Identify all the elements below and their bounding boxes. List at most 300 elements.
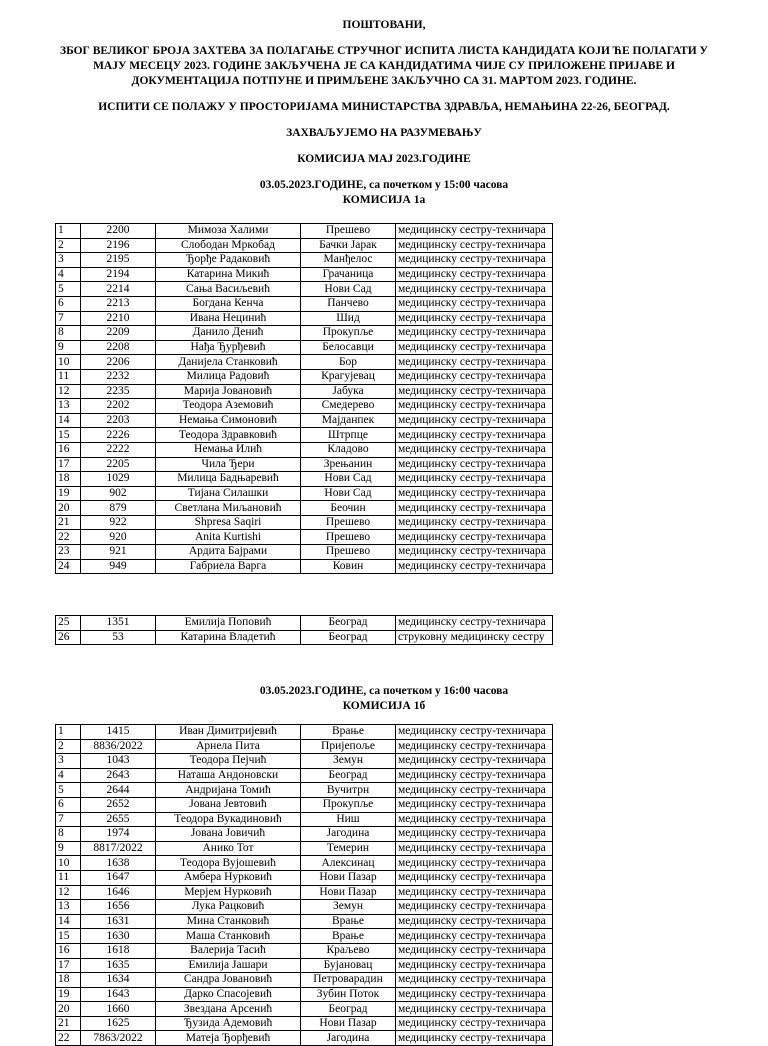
table-row [56, 973, 553, 988]
exam-profession: медицинску сестру-техничара [396, 616, 553, 631]
exam-profession: медицинску сестру-техничара [396, 311, 553, 326]
candidate-city: Јабука [301, 384, 396, 399]
row-number: 14 [56, 413, 81, 428]
table-row [56, 725, 553, 740]
table-row [56, 987, 553, 1002]
table-row [56, 929, 553, 944]
candidate-name: Милица Радовић [156, 369, 301, 384]
candidate-name: Марија Јовановић [156, 384, 301, 399]
application-number: 8817/2022 [81, 841, 156, 856]
row-number: 4 [56, 267, 81, 282]
exam-profession: медицинску сестру-техничара [396, 457, 553, 472]
application-number: 2202 [81, 399, 156, 414]
candidate-city: Нови Пазар [301, 885, 396, 900]
candidate-city: Нови Пазар [301, 1016, 396, 1031]
exam-profession: медицинску сестру-техничара [396, 384, 553, 399]
candidate-city: Ковин [301, 559, 396, 574]
row-number: 15 [56, 428, 81, 443]
exam-profession: медицинску сестру-техничара [396, 768, 553, 783]
exam-profession: медицинску сестру-техничара [396, 725, 553, 740]
thanks-line: ЗАХВАЉУЈЕМО НА РАЗУМЕВАЊУ [286, 127, 482, 139]
application-number: 922 [81, 515, 156, 530]
row-number: 9 [56, 340, 81, 355]
candidate-name: Звездана Арсенић [156, 1002, 301, 1017]
candidate-name: Катарина Микић [156, 267, 301, 282]
row-number: 17 [56, 457, 81, 472]
candidate-city: Прешево [301, 515, 396, 530]
application-number: 2203 [81, 413, 156, 428]
table-row [56, 442, 553, 457]
row-number: 17 [56, 958, 81, 973]
table-row [56, 943, 553, 958]
candidate-city: Прокупље [301, 326, 396, 341]
application-number: 2226 [81, 428, 156, 443]
candidate-name: Теодора Вукадиновић [156, 812, 301, 827]
row-number: 22 [56, 1031, 81, 1046]
table-row [56, 841, 553, 856]
row-number: 10 [56, 355, 81, 370]
candidate-city: Беочин [301, 501, 396, 516]
row-number: 11 [56, 870, 81, 885]
table-row [56, 282, 553, 297]
application-number: 2213 [81, 296, 156, 311]
row-number: 19 [56, 987, 81, 1002]
exam-profession: медицинску сестру-техничара [396, 900, 553, 915]
exam-profession: медицинску сестру-техничара [396, 442, 553, 457]
table-row [56, 326, 553, 341]
exam-profession: медицинску сестру-техничара [396, 958, 553, 973]
table-row [56, 827, 553, 842]
row-number: 5 [56, 282, 81, 297]
candidate-city: Манђелос [301, 253, 396, 268]
candidate-name: Арнела Пита [156, 739, 301, 754]
notice-line-1: ЗБОГ ВЕЛИКОГ БРОЈА ЗАХТЕВА ЗА ПОЛАГАЊЕ СТРУЧНОГ ИСПИТА ЛИСТА КАНДИДАТА КОЈИ ЋЕ ПОЛАГАТИ У [60, 45, 708, 57]
row-number: 18 [56, 973, 81, 988]
session-1a-commission: КОМИСИЈА 1а [342, 194, 426, 206]
application-number: 879 [81, 501, 156, 516]
candidate-city: Панчево [301, 296, 396, 311]
table-row [56, 311, 553, 326]
application-number: 2195 [81, 253, 156, 268]
candidate-name: Данијела Станковић [156, 355, 301, 370]
row-number: 8 [56, 827, 81, 842]
table-row [56, 515, 553, 530]
row-number: 21 [56, 515, 81, 530]
application-number: 1630 [81, 929, 156, 944]
candidates-table-1b [55, 724, 553, 1046]
exam-profession: медицинску сестру-техничара [396, 929, 553, 944]
row-number: 2 [56, 238, 81, 253]
application-number: 2194 [81, 267, 156, 282]
application-number: 921 [81, 545, 156, 560]
candidates-table-1a [55, 223, 553, 574]
row-number: 23 [56, 545, 81, 560]
application-number: 1635 [81, 958, 156, 973]
candidate-name: Лука Рацковић [156, 900, 301, 915]
exam-profession: медицинску сестру-техничара [396, 355, 553, 370]
exam-profession: медицинску сестру-техничара [396, 340, 553, 355]
application-number: 1631 [81, 914, 156, 929]
session-1b-datetime: 03.05.2023.ГОДИНЕ, са почетком у 16:00 часова [259, 685, 509, 697]
application-number: 2196 [81, 238, 156, 253]
application-number: 949 [81, 559, 156, 574]
candidate-name: Андријана Томић [156, 783, 301, 798]
notice-line-3: ДОКУМЕНТАЦИЈА ПОТПУНЕ И ПРИМЉЕНЕ ЗАКЉУЧНО СА 31. МАРТОМ 2023. ГОДИНЕ. [131, 75, 637, 87]
exam-profession: медицинску сестру-техничара [396, 472, 553, 487]
candidate-city: Белосавци [301, 340, 396, 355]
exam-profession: медицинску сестру-техничара [396, 253, 553, 268]
candidate-name: Ђузида Адемовић [156, 1016, 301, 1031]
candidate-name: Shpresa Saqiri [156, 515, 301, 530]
exam-profession: медицинску сестру-техничара [396, 797, 553, 812]
application-number: 2652 [81, 797, 156, 812]
candidate-city: Зубин Поток [301, 987, 396, 1002]
exam-profession: медицинску сестру-техничара [396, 856, 553, 871]
application-number: 2644 [81, 783, 156, 798]
application-number: 8836/2022 [81, 739, 156, 754]
application-number: 2235 [81, 384, 156, 399]
exam-profession: струковну медицинску сестру [396, 630, 553, 645]
candidate-name: Anita Kurtishi [156, 530, 301, 545]
row-number: 6 [56, 296, 81, 311]
row-number: 18 [56, 472, 81, 487]
candidate-name: Иван Димитријевић [156, 725, 301, 740]
candidate-name: Слободан Мркобад [156, 238, 301, 253]
exam-profession: медицинску сестру-техничара [396, 486, 553, 501]
session-1b-header [0, 684, 768, 714]
candidate-name: Ивана Нецинић [156, 311, 301, 326]
candidate-city: Пријепоље [301, 739, 396, 754]
table-row [56, 530, 553, 545]
application-number: 1638 [81, 856, 156, 871]
application-number: 1029 [81, 472, 156, 487]
application-number: 2643 [81, 768, 156, 783]
candidate-city: Врање [301, 914, 396, 929]
candidate-name: Емилија Јашари [156, 958, 301, 973]
row-number: 13 [56, 399, 81, 414]
candidate-name: Милица Бадњаревић [156, 472, 301, 487]
table-row [56, 296, 553, 311]
exam-profession: медицинску сестру-техничара [396, 973, 553, 988]
table-row [56, 559, 553, 574]
exam-profession: медицинску сестру-техничара [396, 530, 553, 545]
table-row [56, 958, 553, 973]
row-number: 13 [56, 900, 81, 915]
candidate-name: Мерјем Нурковић [156, 885, 301, 900]
candidate-name: Теодора Здравковић [156, 428, 301, 443]
application-number: 1974 [81, 827, 156, 842]
row-number: 22 [56, 530, 81, 545]
exam-profession: медицинску сестру-техничара [396, 399, 553, 414]
candidate-city: Врање [301, 725, 396, 740]
table-row [56, 340, 553, 355]
row-number: 6 [56, 797, 81, 812]
candidate-name: Амбера Нурковић [156, 870, 301, 885]
application-number: 1656 [81, 900, 156, 915]
candidate-city: Ниш [301, 812, 396, 827]
application-number: 1415 [81, 725, 156, 740]
candidate-city: Нови Сад [301, 282, 396, 297]
exam-profession: медицинску сестру-техничара [396, 296, 553, 311]
candidate-name: Сања Васиљевић [156, 282, 301, 297]
exam-profession: медицинску сестру-техничара [396, 267, 553, 282]
application-number: 2209 [81, 326, 156, 341]
table-row [56, 384, 553, 399]
application-number: 920 [81, 530, 156, 545]
candidate-city: Грачаница [301, 267, 396, 282]
row-number: 25 [56, 616, 81, 631]
exam-profession: медицинску сестру-техничара [396, 841, 553, 856]
candidate-city: Бор [301, 355, 396, 370]
candidate-city: Темерин [301, 841, 396, 856]
exam-profession: медицинску сестру-техничара [396, 501, 553, 516]
candidate-name: Ђорђе Радаковић [156, 253, 301, 268]
row-number: 16 [56, 442, 81, 457]
table-row [56, 457, 553, 472]
table-row [56, 754, 553, 769]
application-number: 2208 [81, 340, 156, 355]
candidate-name: Данило Денић [156, 326, 301, 341]
row-number: 12 [56, 885, 81, 900]
candidates-table-1a-extra [55, 615, 553, 645]
row-number: 2 [56, 739, 81, 754]
row-number: 7 [56, 812, 81, 827]
commission-title: КОМИСИЈА МАЈ 2023.ГОДИНЕ [297, 153, 471, 165]
row-number: 26 [56, 630, 81, 645]
row-number: 8 [56, 326, 81, 341]
notice-header [0, 18, 768, 208]
table-row [56, 768, 553, 783]
row-number: 4 [56, 768, 81, 783]
application-number: 1043 [81, 754, 156, 769]
exam-profession: медицинску сестру-техничара [396, 545, 553, 560]
row-number: 5 [56, 783, 81, 798]
table-row [56, 616, 553, 631]
table-row [56, 783, 553, 798]
exam-profession: медицинску сестру-техничара [396, 238, 553, 253]
table-row [56, 472, 553, 487]
application-number: 53 [81, 630, 156, 645]
candidate-name: Богдана Кенча [156, 296, 301, 311]
candidate-city: Смедерево [301, 399, 396, 414]
application-number: 1618 [81, 943, 156, 958]
table-row [56, 797, 553, 812]
candidate-city: Прешево [301, 545, 396, 560]
row-number: 10 [56, 856, 81, 871]
exam-profession: медицинску сестру-техничара [396, 282, 553, 297]
location-line: ИСПИТИ СЕ ПОЛАЖУ У ПРОСТОРИЈАМА МИНИСТАРСТВА ЗДРАВЉА, НЕМАЊИНА 22-26, БЕОГРАД. [98, 101, 670, 113]
candidate-city: Београд [301, 1002, 396, 1017]
candidate-city: Јагодина [301, 827, 396, 842]
candidate-name: Јована Јевтовић [156, 797, 301, 812]
row-number: 14 [56, 914, 81, 929]
candidate-city: Бачки Јарак [301, 238, 396, 253]
exam-profession: медицинску сестру-техничара [396, 369, 553, 384]
application-number: 1646 [81, 885, 156, 900]
candidate-city: Мајданпек [301, 413, 396, 428]
exam-profession: медицинску сестру-техничара [396, 827, 553, 842]
exam-profession: медицинску сестру-техничара [396, 413, 553, 428]
row-number: 9 [56, 841, 81, 856]
candidate-city: Краљево [301, 943, 396, 958]
session-1b-commission: КОМИСИЈА 1б [342, 700, 426, 712]
application-number: 2205 [81, 457, 156, 472]
candidate-name: Маша Станковић [156, 929, 301, 944]
table-row [56, 885, 553, 900]
candidate-city: Нови Пазар [301, 870, 396, 885]
table-row [56, 812, 553, 827]
exam-profession: медицинску сестру-техничара [396, 885, 553, 900]
candidate-name: Нађа Ђурђевић [156, 340, 301, 355]
candidate-city: Врање [301, 929, 396, 944]
candidate-city: Прешево [301, 530, 396, 545]
candidate-name: Тијана Силашки [156, 486, 301, 501]
application-number: 1351 [81, 616, 156, 631]
application-number: 1625 [81, 1016, 156, 1031]
exam-profession: медицинску сестру-техничара [396, 428, 553, 443]
table-row [56, 630, 553, 645]
candidate-city: Бујановац [301, 958, 396, 973]
row-number: 24 [56, 559, 81, 574]
exam-profession: медицинску сестру-техничара [396, 914, 553, 929]
row-number: 7 [56, 311, 81, 326]
table-row [56, 739, 553, 754]
candidate-name: Светлана Миљановић [156, 501, 301, 516]
candidate-city: Кладово [301, 442, 396, 457]
table-row [56, 545, 553, 560]
row-number: 20 [56, 1002, 81, 1017]
row-number: 21 [56, 1016, 81, 1031]
table-row [56, 856, 553, 871]
candidate-city: Нови Сад [301, 486, 396, 501]
row-number: 12 [56, 384, 81, 399]
table-row [56, 224, 553, 239]
candidate-city: Београд [301, 768, 396, 783]
candidate-name: Ардита Бајрами [156, 545, 301, 560]
candidate-name: Матеја Ђорђевић [156, 1031, 301, 1046]
table-row [56, 369, 553, 384]
candidate-name: Теодора Вујошевић [156, 856, 301, 871]
row-number: 19 [56, 486, 81, 501]
candidate-city: Прешево [301, 224, 396, 239]
application-number: 2232 [81, 369, 156, 384]
candidate-name: Немања Симоновић [156, 413, 301, 428]
candidate-name: Немања Илић [156, 442, 301, 457]
application-number: 1634 [81, 973, 156, 988]
table-row [56, 1031, 553, 1046]
candidate-name: Чила Ђери [156, 457, 301, 472]
candidate-name: Мина Станковић [156, 914, 301, 929]
candidate-city: Алексинац [301, 856, 396, 871]
application-number: 2655 [81, 812, 156, 827]
exam-profession: медицинску сестру-техничара [396, 1002, 553, 1017]
exam-profession: медицинску сестру-техничара [396, 1016, 553, 1031]
exam-profession: медицинску сестру-техничара [396, 987, 553, 1002]
candidate-city: Петроварадин [301, 973, 396, 988]
row-number: 16 [56, 943, 81, 958]
table-row [56, 399, 553, 414]
row-number: 11 [56, 369, 81, 384]
application-number: 902 [81, 486, 156, 501]
row-number: 20 [56, 501, 81, 516]
application-number: 1643 [81, 987, 156, 1002]
candidate-name: Сандра Јовановић [156, 973, 301, 988]
candidate-name: Валерија Тасић [156, 943, 301, 958]
exam-profession: медицинску сестру-техничара [396, 515, 553, 530]
candidate-city: Београд [301, 616, 396, 631]
candidate-name: Теодора Пејчић [156, 754, 301, 769]
candidate-city: Земун [301, 900, 396, 915]
table-row [56, 1002, 553, 1017]
candidate-name: Мимоза Халими [156, 224, 301, 239]
table-row [56, 267, 553, 282]
candidate-name: Анико Тот [156, 841, 301, 856]
session-1a-datetime: 03.05.2023.ГОДИНЕ, са почетком у 15:00 часова [259, 179, 509, 191]
candidate-city: Јагодина [301, 1031, 396, 1046]
table-row [56, 413, 553, 428]
application-number: 2206 [81, 355, 156, 370]
candidate-city: Земун [301, 754, 396, 769]
application-number: 2214 [81, 282, 156, 297]
candidate-name: Наташа Андоновски [156, 768, 301, 783]
candidate-city: Београд [301, 630, 396, 645]
exam-profession: медицинску сестру-техничара [396, 754, 553, 769]
candidate-city: Вучитрн [301, 783, 396, 798]
notice-line-2: МАЈУ МЕСЕЦУ 2023. ГОДИНЕ ЗАКЉУЧЕНА ЈЕ СА КАНДИДАТИМА ЧИЈЕ СУ ПРИЛОЖЕНЕ ПРИЈАВЕ И [93, 60, 675, 72]
table-row [56, 900, 553, 915]
exam-profession: медицинску сестру-техничара [396, 812, 553, 827]
candidate-name: Дарко Спасојевић [156, 987, 301, 1002]
row-number: 1 [56, 224, 81, 239]
candidate-city: Крагујевац [301, 369, 396, 384]
table-row [56, 355, 553, 370]
exam-profession: медицинску сестру-техничара [396, 1031, 553, 1046]
candidate-city: Нови Сад [301, 472, 396, 487]
candidate-city: Зрењанин [301, 457, 396, 472]
row-number: 3 [56, 754, 81, 769]
exam-profession: медицинску сестру-техничара [396, 870, 553, 885]
candidate-name: Катарина Владетић [156, 630, 301, 645]
exam-profession: медицинску сестру-техничара [396, 739, 553, 754]
greeting: ПОШТОВАНИ, [342, 19, 426, 31]
table-row [56, 428, 553, 443]
candidate-city: Штрпце [301, 428, 396, 443]
application-number: 1660 [81, 1002, 156, 1017]
table-row [56, 870, 553, 885]
table-row [56, 501, 553, 516]
candidate-city: Прокупље [301, 797, 396, 812]
table-row [56, 253, 553, 268]
table-row [56, 486, 553, 501]
candidate-name: Теодора Аземовић [156, 399, 301, 414]
table-row [56, 914, 553, 929]
application-number: 2210 [81, 311, 156, 326]
candidate-city: Шид [301, 311, 396, 326]
candidate-name: Емилија Поповић [156, 616, 301, 631]
row-number: 3 [56, 253, 81, 268]
exam-profession: медицинску сестру-техничара [396, 326, 553, 341]
application-number: 7863/2022 [81, 1031, 156, 1046]
exam-profession: медицинску сестру-техничара [396, 783, 553, 798]
application-number: 2200 [81, 224, 156, 239]
row-number: 1 [56, 725, 81, 740]
table-row [56, 238, 553, 253]
candidate-name: Јована Јовичић [156, 827, 301, 842]
exam-profession: медицинску сестру-техничара [396, 559, 553, 574]
candidate-name: Габриела Варга [156, 559, 301, 574]
application-number: 2222 [81, 442, 156, 457]
row-number: 15 [56, 929, 81, 944]
